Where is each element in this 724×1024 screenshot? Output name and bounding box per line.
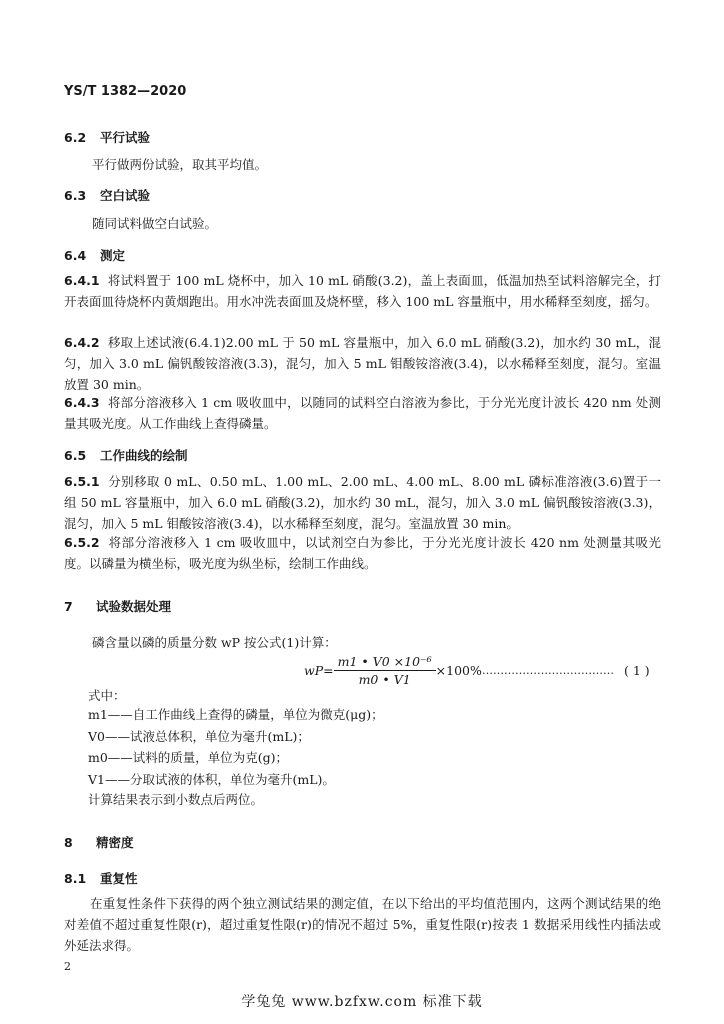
rounding-note: 计算结果表示到小数点后两位。 <box>88 792 264 807</box>
heading-8 <box>64 833 134 851</box>
heading-6-3 <box>64 186 150 204</box>
variable-definition: V1——分取试液的体积，单位为毫升(mL)。 <box>88 771 335 787</box>
heading-6-5 <box>64 446 188 464</box>
section-number: 6.5 <box>64 448 87 463</box>
paragraph-6-3: 随同试料做空白试验。 <box>92 216 218 231</box>
clause-text: 分别移取 0 mL、0.50 mL、1.00 mL、2.00 mL、4.00 mL、8.00 mL 磷标准溶液(3.6)置于一组 50 mL 容量瓶中，加入 6.0 mL 硝酸(3.2)，加水约 30 mL，混匀，加入 3.0 mL 偏钒酸铵溶液(3.3)，混匀，加入 5 mL 钼酸铵溶液(3.4)，以水稀释至刻度，混匀。室温放置 30 min。 <box>64 474 661 531</box>
formula-fraction <box>334 654 436 687</box>
formula-tail: ×100% <box>435 663 482 678</box>
section-number: 6.2 <box>64 130 87 145</box>
clause-number: 6.5.2 <box>64 535 100 550</box>
formula-numerator: m1 • V0 ×10⁻⁶ <box>334 654 436 671</box>
section-title: 工作曲线的绘制 <box>100 448 188 463</box>
formula-1 <box>304 654 482 687</box>
standard-code: YS/T 1382—2020 <box>64 84 187 99</box>
paragraph-6-4-1 <box>64 270 661 312</box>
heading-6-4 <box>64 246 125 264</box>
formula-lhs: wP= <box>304 663 334 678</box>
clause-number: 6.5.1 <box>64 474 100 489</box>
clause-text: 将试料置于 100 mL 烧杯中，加入 10 mL 硝酸(3.2)，盖上表面皿，低温加热至试料溶解完全，打开表面皿待烧杯内黄烟跑出。用水冲洗表面皿及烧杯壁，移入 100 mL 容量瓶中，用水稀释至刻度，摇匀。 <box>64 273 661 309</box>
equation-number: ( 1 ) <box>624 663 650 678</box>
variable-definition: V0——试液总体积，单位为毫升(mL)； <box>88 728 310 744</box>
formula-intro: 磷含量以磷的质量分数 wP 按公式(1)计算： <box>92 635 337 650</box>
section-number: 8.1 <box>64 871 87 886</box>
section-title: 精密度 <box>96 835 134 850</box>
section-number: 6.4 <box>64 248 87 263</box>
paragraph-8-1: 在重复性条件下获得的两个独立测试结果的测定值，在以下给出的平均值范围内，这两个测试结果的绝对差值不超过重复性限(r)，超过重复性限(r)的情况不超过 5%，重复性限(r)按表 1 数据采用线性内插法或外延法求得。 <box>64 896 661 953</box>
paragraph-6-2: 平行做两份试验，取其平均值。 <box>92 157 268 172</box>
formula-denominator: m0 • V1 <box>358 672 411 687</box>
paragraph-6-4-2 <box>64 332 661 395</box>
clause-text: 将部分溶液移入 1 cm 吸收皿中，以试剂空白为参比，于分光光度计波长 420 nm 处测量其吸光度。以磷量为横坐标，吸光度为纵坐标，绘制工作曲线。 <box>64 535 661 571</box>
paragraph-6-4-3 <box>64 392 661 434</box>
section-title: 测定 <box>100 248 126 263</box>
clause-text: 移取上述试液(6.4.1)2.00 mL 于 50 mL 容量瓶中，加入 6.0 mL 硝酸(3.2)，加水约 30 mL，混匀，加入 3.0 mL 偏钒酸铵溶液(3.3)，混匀，加入 5 mL 钼酸铵溶液(3.4)，以水稀释至刻度，混匀。室温放置 30 min。 <box>64 335 661 392</box>
clause-number: 6.4.1 <box>64 273 100 288</box>
section-title: 重复性 <box>100 871 138 886</box>
variable-list <box>88 704 384 790</box>
heading-6-2 <box>64 128 150 146</box>
section-title: 空白试验 <box>100 188 151 203</box>
where-label: 式中： <box>88 688 126 703</box>
section-title: 试验数据处理 <box>96 599 172 614</box>
clause-number: 6.4.3 <box>64 395 100 410</box>
paragraph-6-5-2 <box>64 532 661 574</box>
variable-definition: m1——自工作曲线上查得的磷量，单位为微克(μg)； <box>88 707 384 722</box>
variable-definition: m0——试料的质量，单位为克(g)； <box>88 750 289 765</box>
clause-number: 6.4.2 <box>64 335 100 350</box>
section-number: 7 <box>64 599 73 614</box>
section-number: 6.3 <box>64 188 87 203</box>
heading-8-1 <box>64 869 138 887</box>
section-number: 8 <box>64 835 73 850</box>
clause-text: 将部分溶液移入 1 cm 吸收皿中，以随同的试料空白溶液为参比，于分光光度计波长 420 nm 处测量其吸光度。从工作曲线上查得磷量。 <box>64 395 661 431</box>
page-number: 2 <box>64 960 71 973</box>
footer-watermark: 学兔兔 www.bzfxw.com 标准下载 <box>241 994 483 1010</box>
section-title: 平行试验 <box>100 130 151 145</box>
heading-7 <box>64 597 171 615</box>
equation-leader-dots: ……………………………… <box>482 664 614 677</box>
paragraph-6-5-1 <box>64 471 661 534</box>
